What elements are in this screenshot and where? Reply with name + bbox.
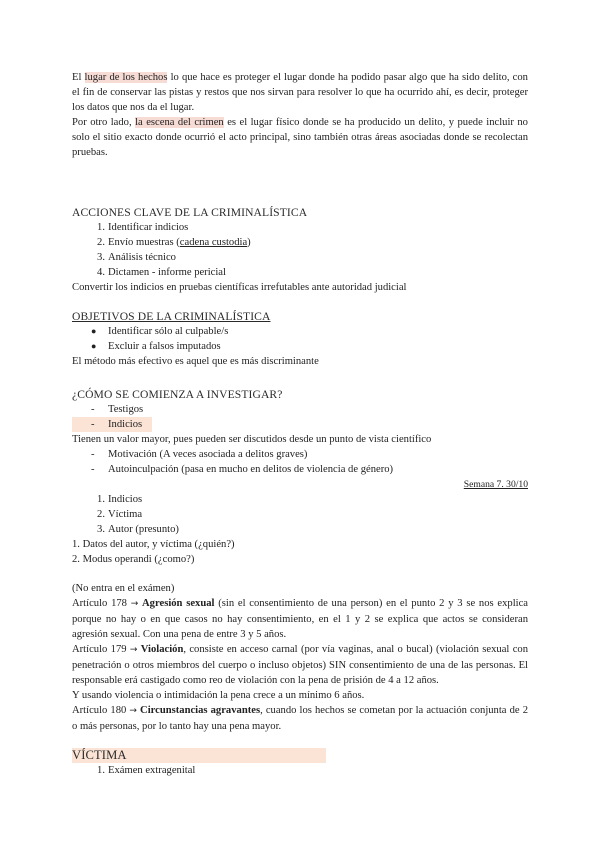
list-text: ) [247, 237, 251, 248]
arrow-icon: → [129, 706, 137, 716]
investigar-note: Tienen un valor mayor, pues pueden ser discutidos desde un punto de vista científico [72, 434, 432, 445]
heading-victima-text: VÍCTIMA [72, 748, 326, 763]
list-item [72, 324, 528, 339]
heading-victima [72, 748, 528, 763]
heading-objetivos: OBJETIVOS DE LA CRIMINALÍSTICA [72, 310, 271, 323]
list-text: Indicios [108, 419, 143, 430]
list-item [72, 507, 528, 522]
investigar-list [72, 402, 528, 432]
list-item [72, 447, 528, 462]
text-run: Artículo 178 [72, 598, 131, 609]
articulo-179-extra: Y usando violencia o intimidación la pena crece a un mínimo 6 años. [72, 690, 365, 701]
intro-paragraph-2 [72, 115, 528, 160]
list-number: 1. [97, 494, 105, 505]
list-item [72, 250, 528, 265]
text-run: es el lugar físico donde se ha producido un delito, y puede incluir no solo el sitio exacto donde ocurrió el acto principal, sino también otras áreas asociadas donde se recolectan pruebas. [72, 117, 528, 158]
dash-icon: - [91, 464, 95, 475]
text-run: Por otro lado, [72, 117, 136, 128]
text-run: El [72, 72, 85, 83]
list-text: Identificar indicios [108, 222, 189, 233]
list-text: Exámen extragenital [108, 765, 196, 776]
objetivos-note: El método más efectivo es aquel que es más discriminante [72, 356, 319, 367]
list-number: 3. [97, 252, 105, 263]
bold-violacion: Violación [140, 644, 184, 655]
document-page [72, 70, 528, 778]
list-item [72, 235, 528, 250]
list-number: 1. [97, 765, 105, 776]
arrow-icon: → [130, 599, 139, 609]
list-number: 2. [97, 237, 105, 248]
bold-agresion-sexual: Agresión sexual [142, 598, 215, 609]
text-run: Artículo 179 [72, 644, 130, 655]
text-run: (sin el consentimiento de una person) en el punto 2 y 3 se nos explica porque no hay o en que casos no hay consentimiento, en el 1 y 2 se explica que actos se consideran agresión sexual. Con una pena de entre 3 y 5 años. [72, 598, 528, 640]
underlined-cadena-custodia: cadena custodia [179, 237, 248, 248]
bullet-icon: ● [91, 326, 97, 336]
articulo-178 [72, 596, 528, 642]
acciones-note: Convertir los indicios en pruebas científicas irrefutables ante autoridad judicial [72, 282, 407, 293]
text-run: Artículo 180 [72, 705, 130, 716]
investigar-numbered [72, 492, 528, 537]
list-text: Motivación (A veces asociada a delitos graves) [108, 449, 308, 460]
list-number: 2. [97, 509, 105, 520]
list-item [72, 220, 528, 235]
week-label-text: Semana 7. 30/10 [463, 479, 528, 490]
list-item [72, 265, 528, 280]
acciones-list [72, 220, 528, 280]
list-text: Dictamen - informe pericial [108, 267, 226, 278]
plain-line-2: 2. Modus operandi (¿como?) [72, 554, 195, 565]
list-text: Excluir a falsos imputados [108, 341, 221, 352]
bullet-icon: ● [91, 341, 97, 351]
list-item [72, 462, 528, 477]
dash-icon: - [91, 404, 95, 415]
heading-investigar: ¿CÓMO SE COMIENZA A INVESTIGAR? [72, 388, 283, 401]
list-text: Autor (presunto) [108, 524, 179, 535]
highlight-escena-del-crimen: la escena del crimen [135, 117, 224, 128]
list-item-highlighted [72, 417, 152, 432]
list-item [72, 492, 528, 507]
list-item [72, 763, 528, 778]
list-text: Víctima [108, 509, 143, 520]
week-label [72, 477, 528, 492]
articulo-180 [72, 703, 528, 734]
highlight-lugar-de-los-hechos: lugar de los hechos [84, 72, 168, 83]
list-item [72, 402, 528, 417]
objetivos-list [72, 324, 528, 354]
heading-acciones: ACCIONES CLAVE DE LA CRIMINALÍSTICA [72, 206, 308, 219]
list-number: 4. [97, 267, 105, 278]
list-text: Testigos [108, 404, 144, 415]
text-run: , consiste en acceso carnal (por vía vaginas, anal o bucal) (violación sexual con penetración o otros miembros del cuerpo o incluso objetos) SIN consentimiento de una de las personas. El responsable erá castigado como reo de violación con la pena de prisión de 4 a 12 años. [72, 644, 528, 686]
list-item [72, 339, 528, 354]
list-text: Indicios [108, 494, 143, 505]
articulo-179 [72, 642, 528, 688]
intro-paragraph-1 [72, 70, 528, 115]
text-run: , cuando los hechos se cometan por la actuación conjunta de 2 o más personas, por lo tanto hay una pena mayor. [72, 705, 528, 732]
list-text: Autoinculpación (pasa en mucho en delitos de violencia de género) [108, 464, 394, 475]
list-text: Análisis técnico [108, 252, 176, 263]
bold-circunstancias-agravantes: Circunstancias agravantes [140, 705, 261, 716]
dash-icon: - [91, 449, 95, 460]
list-number: 1. [97, 222, 105, 233]
text-run: lo que hace es proteger el lugar donde ha podido pasar algo que ha sido delito, con el fin de conservar las pistas y restos que nos sirvan para resolver lo que ha ocurrido ahí, es decir, proteger los datos que nos da el lugar. [72, 72, 528, 113]
arrow-icon: → [129, 645, 138, 655]
no-entra-note: (No entra en el exámen) [72, 583, 175, 594]
list-text: Envío muestras ( [108, 237, 180, 248]
list-text: Identificar sólo al culpable/s [108, 326, 229, 337]
investigar-sublist [72, 447, 528, 477]
victima-list [72, 763, 528, 778]
dash-icon: - [91, 419, 95, 430]
plain-line-1: 1. Datos del autor, y víctima (¿quién?) [72, 539, 235, 550]
list-number: 3. [97, 524, 105, 535]
list-item [72, 522, 528, 537]
